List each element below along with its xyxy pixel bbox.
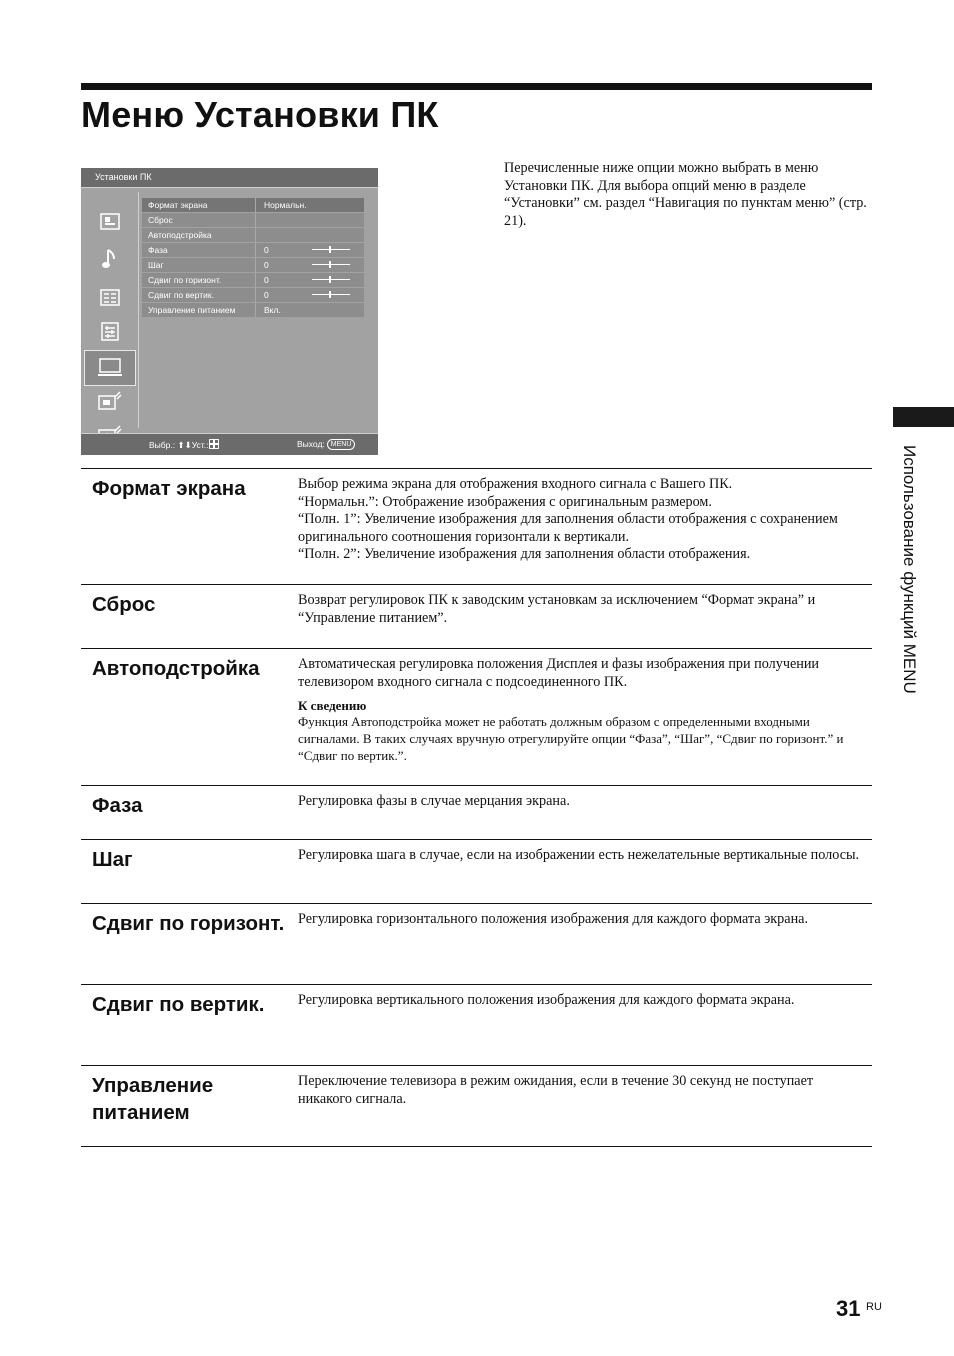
description-line: Регулировка шага в случае, если на изображении есть нежелательные вертикальные полосы. <box>298 847 860 863</box>
tv-menu-row[interactable] <box>142 243 364 257</box>
tv-menu-slider-track[interactable] <box>312 249 350 250</box>
note-heading: К сведению <box>298 698 367 713</box>
tv-menu-row-label: Сдвиг по вертик. <box>148 290 214 300</box>
option-term: Формат экрана <box>92 477 246 500</box>
tv-menu-footer <box>81 433 378 455</box>
section-side-label <box>895 445 919 775</box>
picture-icon[interactable] <box>85 206 135 236</box>
option-term: Сдвиг по вертик. <box>92 993 265 1016</box>
tv-menu-row-value: 0 <box>264 245 269 255</box>
option-term: Управление питанием <box>92 1074 214 1124</box>
tv-menu-column-divider <box>138 192 139 428</box>
description-line: Выбор режима экрана для отображения входного сигнала с Вашего ПК. <box>298 476 733 492</box>
pc-icon[interactable] <box>84 350 136 386</box>
analog-tv-icon[interactable] <box>85 386 135 416</box>
tv-menu-row-label: Управление питанием <box>148 305 236 315</box>
option-description <box>298 911 863 929</box>
description-line: “Полн. 1”: Увеличение изображения для заполнения области отображения с сохранением оригинального соотношения горизонтали к вертикали. <box>298 511 838 545</box>
menu-button-icon: MENU <box>327 439 356 450</box>
option-term: Автоподстройка <box>92 657 260 680</box>
option-entry <box>81 984 872 1065</box>
tv-menu-row-value: Вкл. <box>264 305 281 315</box>
option-description <box>298 656 863 764</box>
page-title: Меню Установки ПК <box>81 94 439 135</box>
tv-menu-slider-knob[interactable] <box>329 276 331 283</box>
tv-menu-row[interactable] <box>142 213 364 227</box>
note-text: Функция Автоподстройка может не работать должным образом с определенными входными сигналами. В таких случаях вручную отрегулируйте опции “Фаза”, “Шаг”, “Сдвиг по горизонт.” и “Сдвиг по вертик.”. <box>298 714 844 763</box>
tv-menu-row-value: 0 <box>264 260 269 270</box>
tv-menu-slider-knob[interactable] <box>329 246 331 253</box>
features-icon[interactable] <box>85 282 135 312</box>
section-tab-marker <box>893 407 954 427</box>
tv-menu-row-divider <box>255 213 256 227</box>
tv-menu-row-value: 0 <box>264 275 269 285</box>
option-description <box>298 592 863 627</box>
tv-menu-screenshot <box>81 168 378 454</box>
tv-menu-row-divider <box>255 303 256 317</box>
description-line: Переключение телевизора в режим ожидания, если в течение 30 секунд не поступает никакого сигнала. <box>298 1073 814 1107</box>
tv-menu-icon-column <box>81 188 138 433</box>
tv-menu-row-label: Шаг <box>148 260 164 270</box>
tv-menu-nav-hint <box>149 439 219 451</box>
tv-menu-row-label: Фаза <box>148 245 168 255</box>
tv-menu-slider-track[interactable] <box>312 279 350 280</box>
tv-menu-row[interactable] <box>142 273 364 287</box>
intro-text: Перечисленные ниже опции можно выбрать в меню Установки ПК. Для выбора опций меню в разделе “Установки” см. раздел “Навигация по пунктам меню” (стр. 21). <box>504 160 867 229</box>
page-language: RU <box>866 1301 882 1313</box>
description-line: Автоматическая регулировка положения Дисплея и фазы изображения при получении телевизором входного сигнала с подсоединенного ПК. <box>298 656 820 690</box>
description-line: Регулировка вертикального положения изображения для каждого формата экрана. <box>298 992 795 1008</box>
tv-menu-title: Установки ПК <box>95 172 152 182</box>
description-line: Регулировка фазы в случае мерцания экрана. <box>298 793 570 809</box>
tv-menu-row-divider <box>255 273 256 287</box>
option-term: Фаза <box>92 794 143 817</box>
option-term: Сдвиг по горизонт. <box>92 912 285 935</box>
tv-menu-row-divider <box>255 243 256 257</box>
tv-menu-row-label: Сброс <box>148 215 173 225</box>
option-description <box>298 992 863 1010</box>
tv-menu-row[interactable] <box>142 303 364 317</box>
tv-menu-row-label: Сдвиг по горизонт. <box>148 275 222 285</box>
option-entry <box>81 839 872 903</box>
exit-hint-text: Выход: <box>297 439 325 449</box>
option-term: Сброс <box>92 593 156 616</box>
description-line: Возврат регулировок ПК к заводским установкам за исключением “Формат экрана” и “Управление питанием”. <box>298 592 816 626</box>
sound-icon[interactable] <box>85 244 135 274</box>
nav-hint-text: Выбр.: ⬆⬇Уст.: <box>149 440 209 450</box>
tv-menu-header <box>81 168 378 188</box>
tv-menu-slider-track[interactable] <box>312 264 350 265</box>
option-entry <box>81 785 872 839</box>
description-line: “Полн. 2”: Увеличение изображения для заполнения области отображения. <box>298 546 751 562</box>
tv-menu-slider-track[interactable] <box>312 294 350 295</box>
tv-menu-row-value: 0 <box>264 290 269 300</box>
tv-menu-row[interactable] <box>142 198 364 212</box>
description-line: Регулировка горизонтального положения изображения для каждого формата экрана. <box>298 911 809 927</box>
tv-menu-row[interactable] <box>142 288 364 302</box>
option-entry <box>81 1065 872 1147</box>
tv-menu-row-divider <box>255 288 256 302</box>
tv-menu-row-divider <box>255 258 256 272</box>
tv-menu-row-divider <box>255 228 256 242</box>
tv-menu-row-divider <box>255 198 256 212</box>
title-rule <box>81 83 872 90</box>
tv-menu-slider-knob[interactable] <box>329 261 331 268</box>
tv-menu-slider-knob[interactable] <box>329 291 331 298</box>
tv-menu-row-value: Нормальн. <box>264 200 307 210</box>
tv-menu-row-label: Формат экрана <box>148 200 208 210</box>
option-description <box>298 793 863 811</box>
tv-menu-row-label: Автоподстройка <box>148 230 212 240</box>
section-side-label-text: Использование функций MENU <box>900 445 919 694</box>
option-entry <box>81 584 872 648</box>
option-entry <box>81 468 872 584</box>
page-number: 31 <box>836 1296 861 1321</box>
tv-menu-row[interactable] <box>142 258 364 272</box>
option-entry <box>81 648 872 785</box>
tv-menu-row[interactable] <box>142 228 364 242</box>
option-description <box>298 1073 863 1108</box>
enter-icon <box>209 439 219 449</box>
option-term: Шаг <box>92 848 133 871</box>
setup-icon[interactable] <box>85 316 135 346</box>
options-table <box>81 468 872 1147</box>
tv-menu-options <box>142 198 364 318</box>
description-line: “Нормальн.”: Отображение изображения с оригинальным размером. <box>298 493 712 510</box>
option-description <box>298 476 863 564</box>
tv-menu-exit-hint <box>297 439 355 450</box>
option-entry <box>81 903 872 984</box>
option-description <box>298 847 863 865</box>
